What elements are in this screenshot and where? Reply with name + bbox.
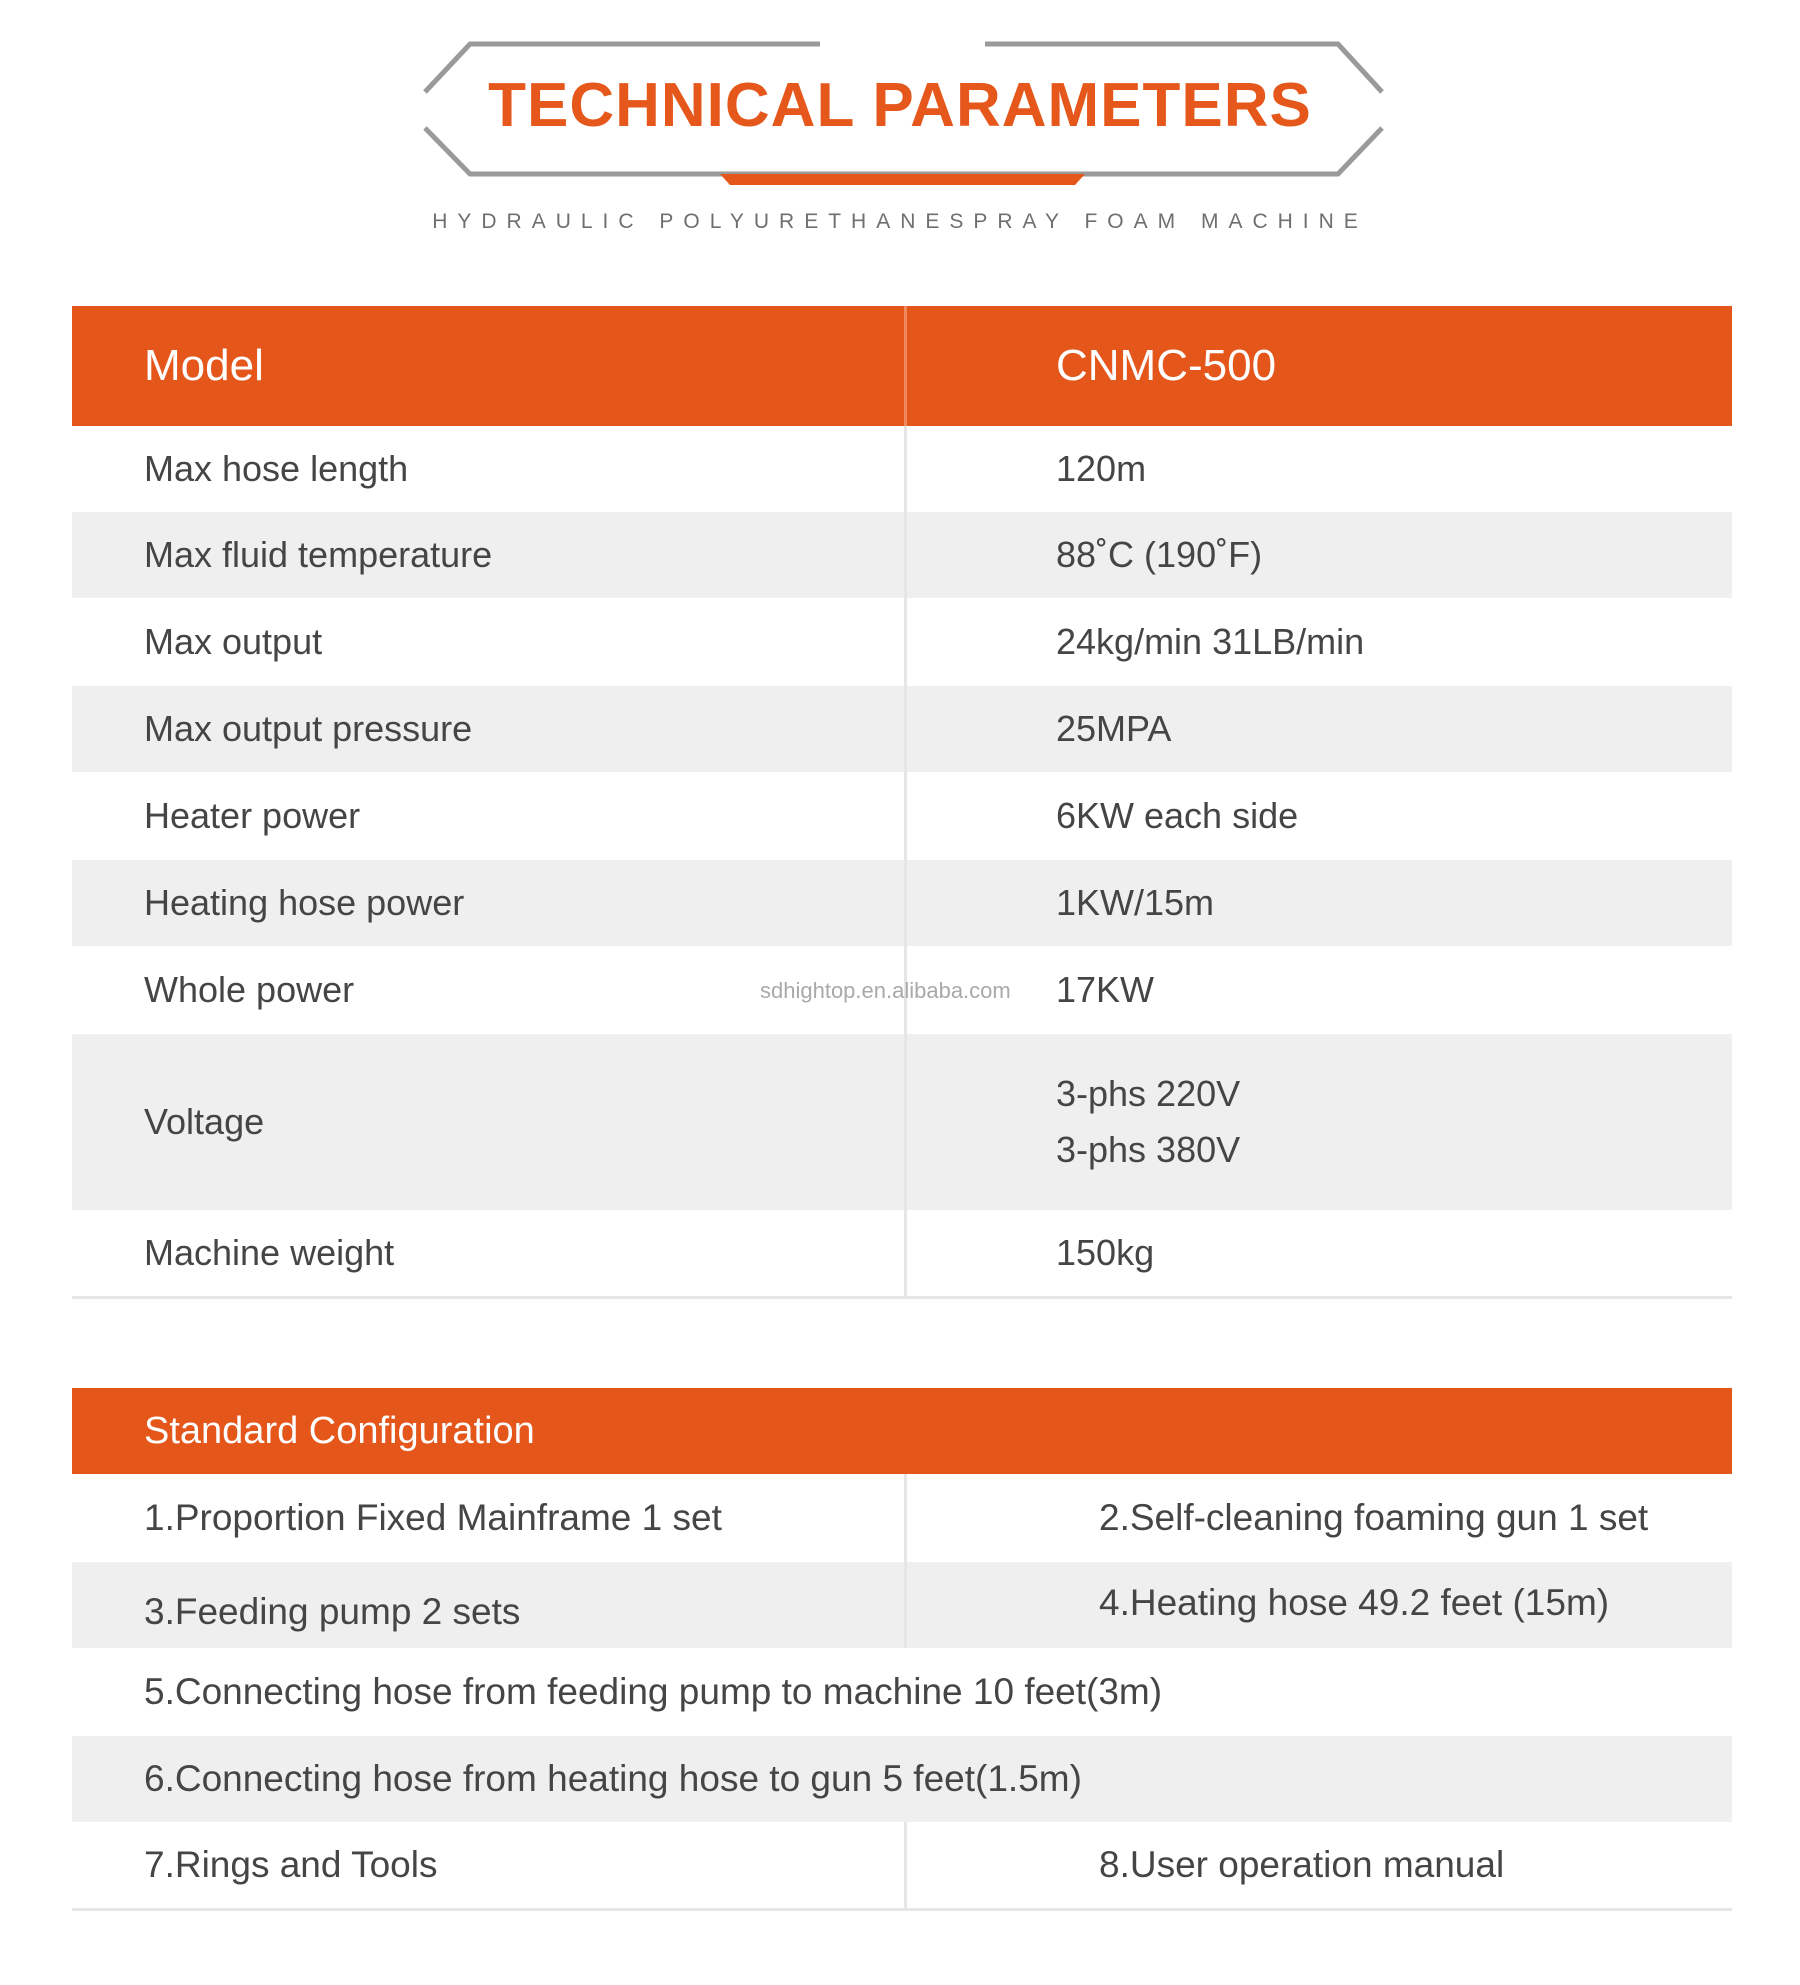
table-row bbox=[72, 512, 1732, 598]
table-row bbox=[72, 686, 1732, 772]
table-row bbox=[72, 598, 1732, 686]
row-value: 6KW each side bbox=[1056, 795, 1299, 836]
voltage-line: 3-phs 220V bbox=[1056, 1073, 1241, 1114]
row-label: Max hose length bbox=[144, 448, 409, 489]
table-row bbox=[72, 1474, 1732, 1562]
table-row bbox=[72, 1210, 1732, 1296]
row-label: Whole power bbox=[144, 969, 355, 1010]
row-value: 120m bbox=[1056, 448, 1147, 489]
config-item: 6.Connecting hose from heating hose to gun 5 feet(1.5m) bbox=[144, 1758, 1082, 1799]
row-value: 1KW/15m bbox=[1056, 882, 1215, 923]
row-value: 88˚C (190˚F) bbox=[1056, 534, 1263, 575]
config-item: 3.Feeding pump 2 sets bbox=[144, 1591, 521, 1632]
config-title: Standard Configuration bbox=[72, 1388, 1732, 1474]
config-item: 1.Proportion Fixed Mainframe 1 set bbox=[144, 1497, 722, 1538]
row-label: Heating hose power bbox=[144, 882, 465, 923]
row-value: 17KW bbox=[1056, 969, 1155, 1010]
model-label: Model bbox=[144, 341, 264, 390]
table-row bbox=[72, 1034, 1732, 1210]
row-label: Heater power bbox=[144, 795, 361, 836]
row-label: Max fluid temperature bbox=[144, 534, 493, 575]
config-item: 8.User operation manual bbox=[1099, 1844, 1505, 1885]
table-row bbox=[72, 1562, 1732, 1648]
params-table bbox=[72, 306, 1732, 1296]
page-subtitle: HYDRAULIC POLYURETHANESPRAY FOAM MACHINE bbox=[432, 210, 1368, 233]
table-row bbox=[72, 860, 1732, 946]
row-value: 150kg bbox=[1056, 1232, 1155, 1273]
row-label: Machine weight bbox=[144, 1232, 395, 1273]
row-value: 25MPA bbox=[1056, 708, 1172, 749]
table-row bbox=[72, 1648, 1732, 1736]
table-divider bbox=[72, 1908, 1732, 1911]
table-row bbox=[72, 772, 1732, 860]
row-value: 24kg/min 31LB/min bbox=[1056, 621, 1365, 662]
header bbox=[0, 0, 1800, 250]
row-value bbox=[906, 1034, 1732, 1210]
config-item: 7.Rings and Tools bbox=[144, 1844, 438, 1885]
row-label: Voltage bbox=[144, 1101, 265, 1142]
table-header-row bbox=[72, 306, 1732, 426]
config-item: 5.Connecting hose from feeding pump to machine 10 feet(3m) bbox=[144, 1671, 1163, 1712]
table-row bbox=[72, 426, 1732, 512]
row-label: Max output pressure bbox=[144, 708, 473, 749]
config-item: 2.Self-cleaning foaming gun 1 set bbox=[1099, 1497, 1649, 1538]
page-title: TECHNICAL PARAMETERS bbox=[488, 71, 1312, 140]
config-item: 4.Heating hose 49.2 feet (15m) bbox=[1099, 1582, 1610, 1623]
row-label: Max output bbox=[144, 621, 323, 662]
watermark: sdhightop.en.alibaba.com bbox=[760, 978, 1011, 1003]
table-row bbox=[72, 1822, 1732, 1908]
voltage-line: 3-phs 380V bbox=[1056, 1129, 1241, 1170]
model-value: CNMC-500 bbox=[1056, 341, 1277, 390]
config-table bbox=[72, 1388, 1732, 1908]
table-divider bbox=[72, 1296, 1732, 1299]
table-row bbox=[72, 1736, 1732, 1822]
